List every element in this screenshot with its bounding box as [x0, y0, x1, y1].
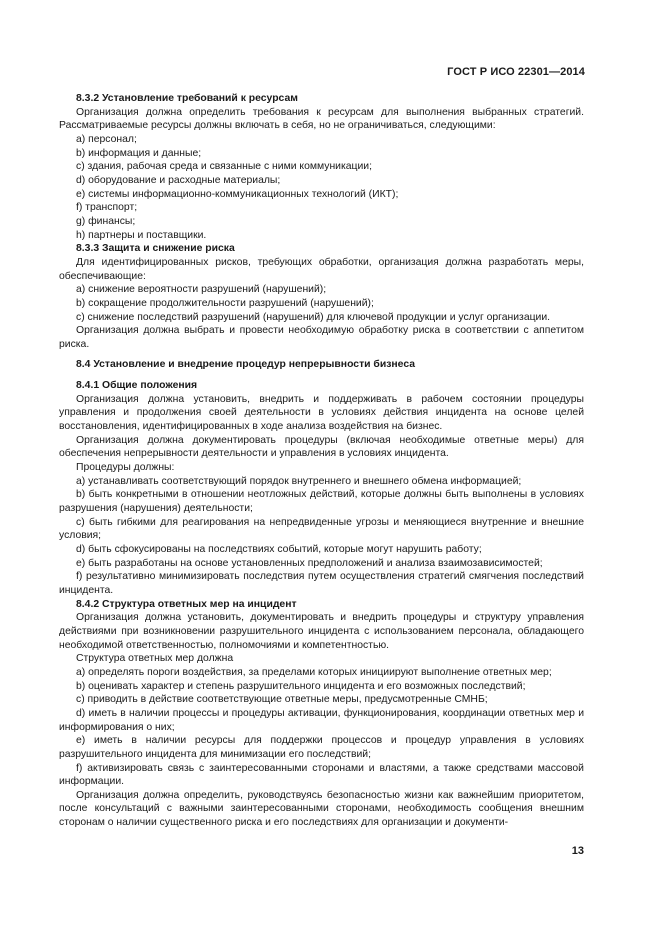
list-item: b) быть конкретными в отношении неотложных действий, которые должны быть выполнены в условиях разрушения (нарушения) деятельности; — [59, 489, 584, 515]
section-heading-8-4: 8.4 Установление и внедрение процедур непрерывности бизнеса — [76, 359, 415, 371]
list-item: f) активизировать связь с заинтересованными сторонами и властями, а также средствами массовой информации. — [59, 762, 584, 788]
section-heading-8-4-1: 8.4.1 Общие положения — [76, 380, 198, 392]
paragraph: Структура ответных мер должна — [76, 653, 234, 665]
list-item: e) быть разработаны на основе установленных предположений и анализа взаимозависимостей; — [76, 557, 543, 569]
document-body — [59, 92, 584, 830]
paragraph: Для идентифицированных рисков, требующих обработки, организация должна разработать меры, обеспечивающие: — [59, 256, 584, 282]
page-number: 13 — [571, 845, 584, 857]
paragraph: Процедуры должны: — [76, 462, 175, 474]
paragraph: Организация должна выбрать и провести необходимую обработку риска в соответствии с аппетитом риска. — [59, 325, 584, 350]
list-item: c) снижение последствий разрушений (нарушений) для ключевой продукции и услуг организации. — [76, 311, 551, 323]
section-heading-8-4-2: 8.4.2 Структура ответных мер на инцидент — [76, 598, 297, 610]
list-item: d) оборудование и расходные материалы; — [76, 174, 281, 186]
list-item: b) сокращение продолжительности разрушений (нарушений); — [76, 297, 374, 309]
list-item: a) снижение вероятности разрушений (нарушений); — [76, 284, 327, 296]
paragraph: Организация должна определить, руководствуясь безопасностью жизни как важнейшим приоритетом, после консультаций с важными заинтересованными сторонами, необходимость сообщения внешним сторонам о наличии существенного риска и его последствиях для организации и документи- — [59, 789, 584, 829]
paragraph: Организация должна документировать процедуры (включая необходимые ответные меры) для обеспечения непрерывности деятельности и управления в условиях инцидента. — [59, 434, 584, 460]
list-item: c) здания, рабочая среда и связанные с ними коммуникации; — [76, 161, 372, 173]
list-item: f) транспорт; — [76, 202, 138, 214]
list-item: f) результативно минимизировать последствия путем осуществления стратегий смягчения последствий инцидента. — [59, 571, 584, 596]
paragraph: Организация должна установить, внедрить и поддерживать в рабочем состоянии процедуры управления и продолжения своей деятельности в условиях действия инцидента на основе целей восстановления, идентифицированных в ходе анализа воздействия на бизнес. — [59, 393, 584, 433]
section-heading-8-3-3: 8.3.3 Защита и снижение риска — [76, 243, 235, 255]
list-item: h) партнеры и поставщики. — [76, 229, 207, 241]
list-item: c) приводить в действие соответствующие ответные меры, предусмотренные СМНБ; — [76, 694, 488, 706]
list-item: a) персонал; — [76, 133, 137, 145]
standard-header: ГОСТ Р ИСО 22301—2014 — [447, 66, 585, 78]
paragraph: Организация должна определить требования к ресурсам для выполнения выбранных стратегий. Рассматриваемые ресурсы должны включать в себя, но не ограничиваться, следующими: — [59, 106, 584, 132]
paragraph: Организация должна установить, документировать и внедрить процедуры и структуру управления действиями при возникновении разрушительного инцидента с использованием персонала, обладающего необходимой ответственностью, полномочиями и компетентностью. — [59, 612, 584, 651]
list-item: b) оценивать характер и степень разрушительного инцидента и его возможных последствий; — [76, 680, 526, 692]
list-item: b) информация и данные; — [76, 147, 202, 159]
section-heading-8-3-2: 8.3.2 Установление требований к ресурсам — [76, 93, 298, 104]
list-item: g) финансы; — [76, 215, 136, 227]
list-item: d) иметь в наличии процессы и процедуры активации, функционирования, координации ответных мер и информирования о них; — [59, 707, 584, 733]
list-item: a) определять пороги воздействия, за пределами которых инициируют выполнение ответных мер; — [76, 666, 552, 678]
list-item: d) быть сфокусированы на последствиях событий, которые могут нарушить работу; — [76, 544, 482, 555]
list-item: c) быть гибкими для реагирования на непредвиденные угрозы и меняющиеся внутренние и внешние условия; — [59, 516, 584, 542]
list-item: e) системы информационно-коммуникационных технологий (ИКТ); — [76, 188, 399, 200]
list-item: e) иметь в наличии ресурсы для поддержки процессов и процедур управления в условиях разрушительного инцидента для минимизации его последствий; — [59, 735, 584, 760]
list-item: a) устанавливать соответствующий порядок внутреннего и внешнего обмена информацией; — [76, 475, 522, 487]
